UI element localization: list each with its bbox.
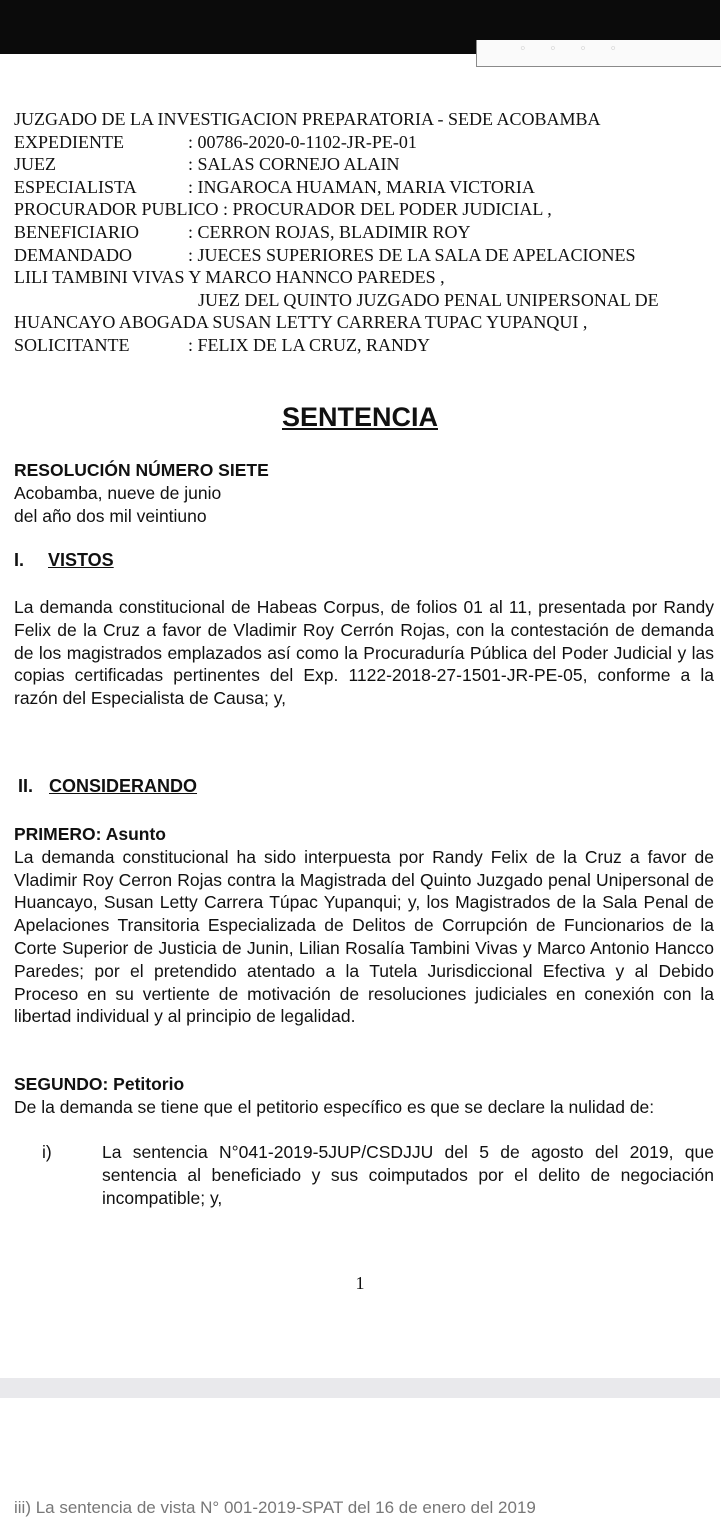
field-label: BENEFICIARIO: [14, 221, 139, 242]
primero-paragraph: La demanda constitucional ha sido interpuesta por Randy Felix de la Cruz a favor de Vladimir Roy Cerron Rojas contra la Magistrada del Quinto Juzgado penal Unipersonal de Huancayo, Susan Letty Carrera Túpac Yupanqui; y, los Magistrados de la Sala Penal de Apelaciones Transitoria Especializada de Delitos de Corrupción de Funcionarios de la Corte Superior de Justicia de Junin, Lilian Rosalía Tambini Vivas y Marco Antonio Hancco Paredes; por el pretendido atentado a la Tutela Jurisdiccional Efectiva y al Debido Proceso en su vertiente de motivación de resoluciones judiciales en conexión con la libertad individual y al principio de legalidad.: [14, 846, 714, 1027]
primero-heading: PRIMERO: Asunto: [14, 824, 166, 844]
section-number: II.: [18, 776, 34, 796]
field-label: PROCURADOR PUBLICO: [14, 199, 219, 220]
segundo-block: [14, 1073, 714, 1119]
resolution-date: Acobamba, nueve de junio: [14, 482, 222, 503]
page-number: 1: [355, 1273, 365, 1293]
item-number: i): [42, 1142, 52, 1162]
field-value: : FELIX DE LA CRUZ, RANDY: [188, 334, 430, 355]
section-label: CONSIDERANDO: [49, 776, 198, 796]
header-field: [14, 198, 714, 221]
section-heading-considerando: [18, 776, 197, 797]
field-value: : PROCURADOR DEL PODER JUDICIAL ,: [218, 199, 552, 220]
page-break-gap: [0, 1378, 720, 1398]
field-value: : 00786-2020-0-1102-JR-PE-01: [188, 131, 417, 152]
stamp-marks: ◦ ◦ ◦ ◦: [520, 40, 627, 57]
header-field: [14, 244, 714, 267]
item-text: La sentencia N°041-2019-5JUP/CSDJJU del 5 de agosto del 2019, que sentencia al beneficiado y sus coimputados por el delito de negociación incompatible; y,: [102, 1142, 714, 1208]
section-label: VISTOS: [48, 550, 114, 570]
field-value: : JUECES SUPERIORES DE LA SALA DE APELACIONES: [188, 244, 636, 265]
field-label: SOLICITANTE: [14, 334, 130, 355]
field-label: DEMANDADO: [14, 244, 132, 265]
field-value: : INGAROCA HUAMAN, MARIA VICTORIA: [188, 176, 535, 197]
document-title: SENTENCIA: [281, 402, 438, 432]
case-header: [14, 108, 714, 357]
segundo-paragraph: De la demanda se tiene que el petitorio específico es que se declare la nulidad de:: [14, 1096, 655, 1117]
field-value: : SALAS CORNEJO ALAIN: [188, 154, 400, 175]
demandado-line: HUANCAYO ABOGADA SUSAN LETTY CARRERA TUPAC YUPANQUI ,: [14, 312, 588, 333]
segundo-heading: SEGUNDO: Petitorio: [14, 1074, 185, 1094]
field-value: : CERRON ROJAS, BLADIMIR ROY: [188, 221, 471, 242]
resolution-number: RESOLUCIÓN NÚMERO SIETE: [14, 460, 269, 480]
next-page-partial-line: [14, 1498, 714, 1520]
header-field: [14, 131, 714, 154]
petitorio-item: [42, 1141, 714, 1209]
court-name: JUZGADO DE LA INVESTIGACION PREPARATORIA - SEDE ACOBAMBA: [14, 109, 601, 129]
primero-block: [14, 823, 714, 1028]
header-field: [14, 334, 714, 357]
resolution-date: del año dos mil veintiuno: [14, 505, 207, 526]
vistos-paragraph: La demanda constitucional de Habeas Corpus, de folios 01 al 11, presentada por Randy Felix de la Cruz a favor de Vladimir Roy Cerrón Rojas, con la contestación de demanda de los magistrados emplazados así como la Procuraduría Pública del Poder Judicial y las copias certificadas pertinentes del Exp. 1122-2018-27-1501-JR-PE-05, conforme a la razón del Especialista de Causa; y,: [14, 597, 714, 709]
field-label: EXPEDIENTE: [14, 131, 124, 152]
header-field: [14, 176, 714, 199]
resolution-block: [14, 459, 714, 527]
header-field: [14, 153, 714, 176]
demandado-line: JUEZ DEL QUINTO JUZGADO PENAL UNIPERSONAL DE: [198, 289, 659, 310]
section-heading-vistos: [14, 550, 114, 571]
section-number: I.: [14, 550, 25, 570]
field-label: ESPECIALISTA: [14, 176, 137, 197]
next-page-text: iii) La sentencia de vista N° 001-2019-SPAT del 16 de enero del 2019: [14, 1498, 536, 1517]
demandado-line: LILI TAMBINI VIVAS Y MARCO HANNCO PAREDES ,: [14, 267, 445, 288]
field-label: JUEZ: [14, 154, 56, 175]
header-field: [14, 221, 714, 244]
